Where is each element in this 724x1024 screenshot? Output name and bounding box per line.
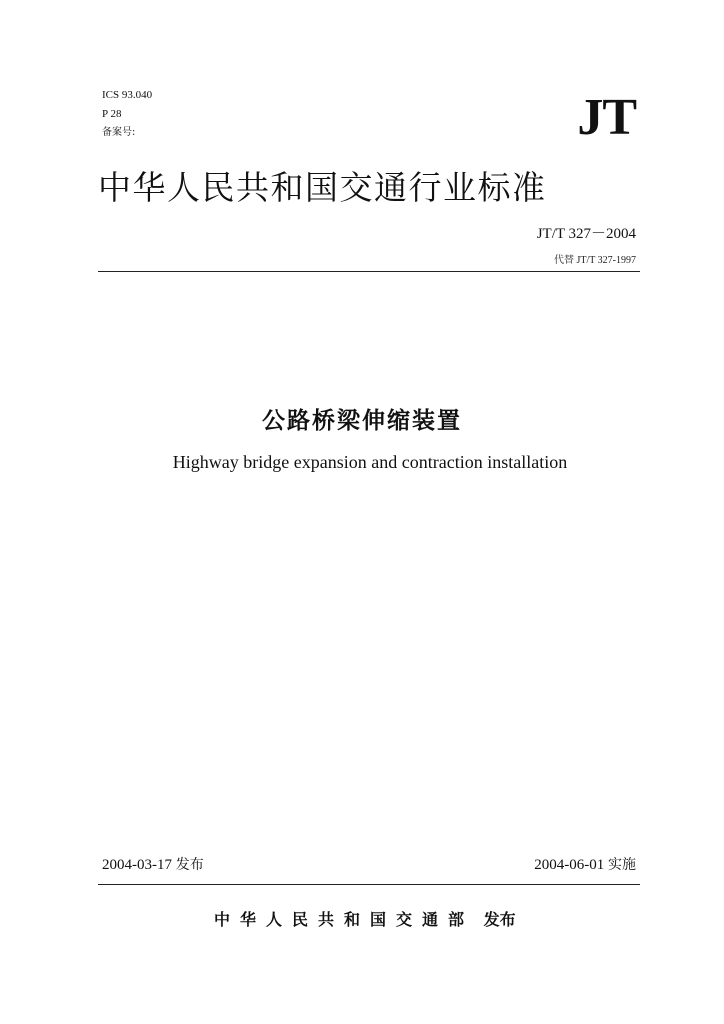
publisher-line <box>214 910 516 930</box>
publisher-name: 中华人民共和国交通部 <box>214 910 475 929</box>
implementation-date-line <box>534 856 636 874</box>
implementation-label: 实施 <box>608 857 636 873</box>
bottom-divider <box>98 884 640 885</box>
jt-logo: JT <box>577 89 636 146</box>
classification-code: P 28 <box>102 108 122 120</box>
implementation-date: 2004-06-01 <box>534 857 605 873</box>
top-divider <box>98 271 640 272</box>
standard-category-title: 中华人民共和国交通行业标准 <box>98 168 547 207</box>
standard-number: JT/T 327－2004 <box>536 226 636 242</box>
replaces-line <box>554 254 636 267</box>
issue-date: 2004-03-17 <box>102 857 172 873</box>
issue-label: 发布 <box>175 857 204 873</box>
ics-code: ICS 93.040 <box>102 89 153 101</box>
issue-date-line <box>102 856 204 874</box>
document-title-en: Highway bridge expansion and contraction installation <box>172 452 568 472</box>
replaces-prefix: 代替 <box>553 255 574 266</box>
publish-label: 发布 <box>483 910 516 929</box>
replaces-code: JT/T 327-1997 <box>576 255 636 266</box>
document-title-cn: 公路桥梁伸缩装置 <box>262 408 462 434</box>
record-number-label: 备案号: <box>102 127 136 138</box>
